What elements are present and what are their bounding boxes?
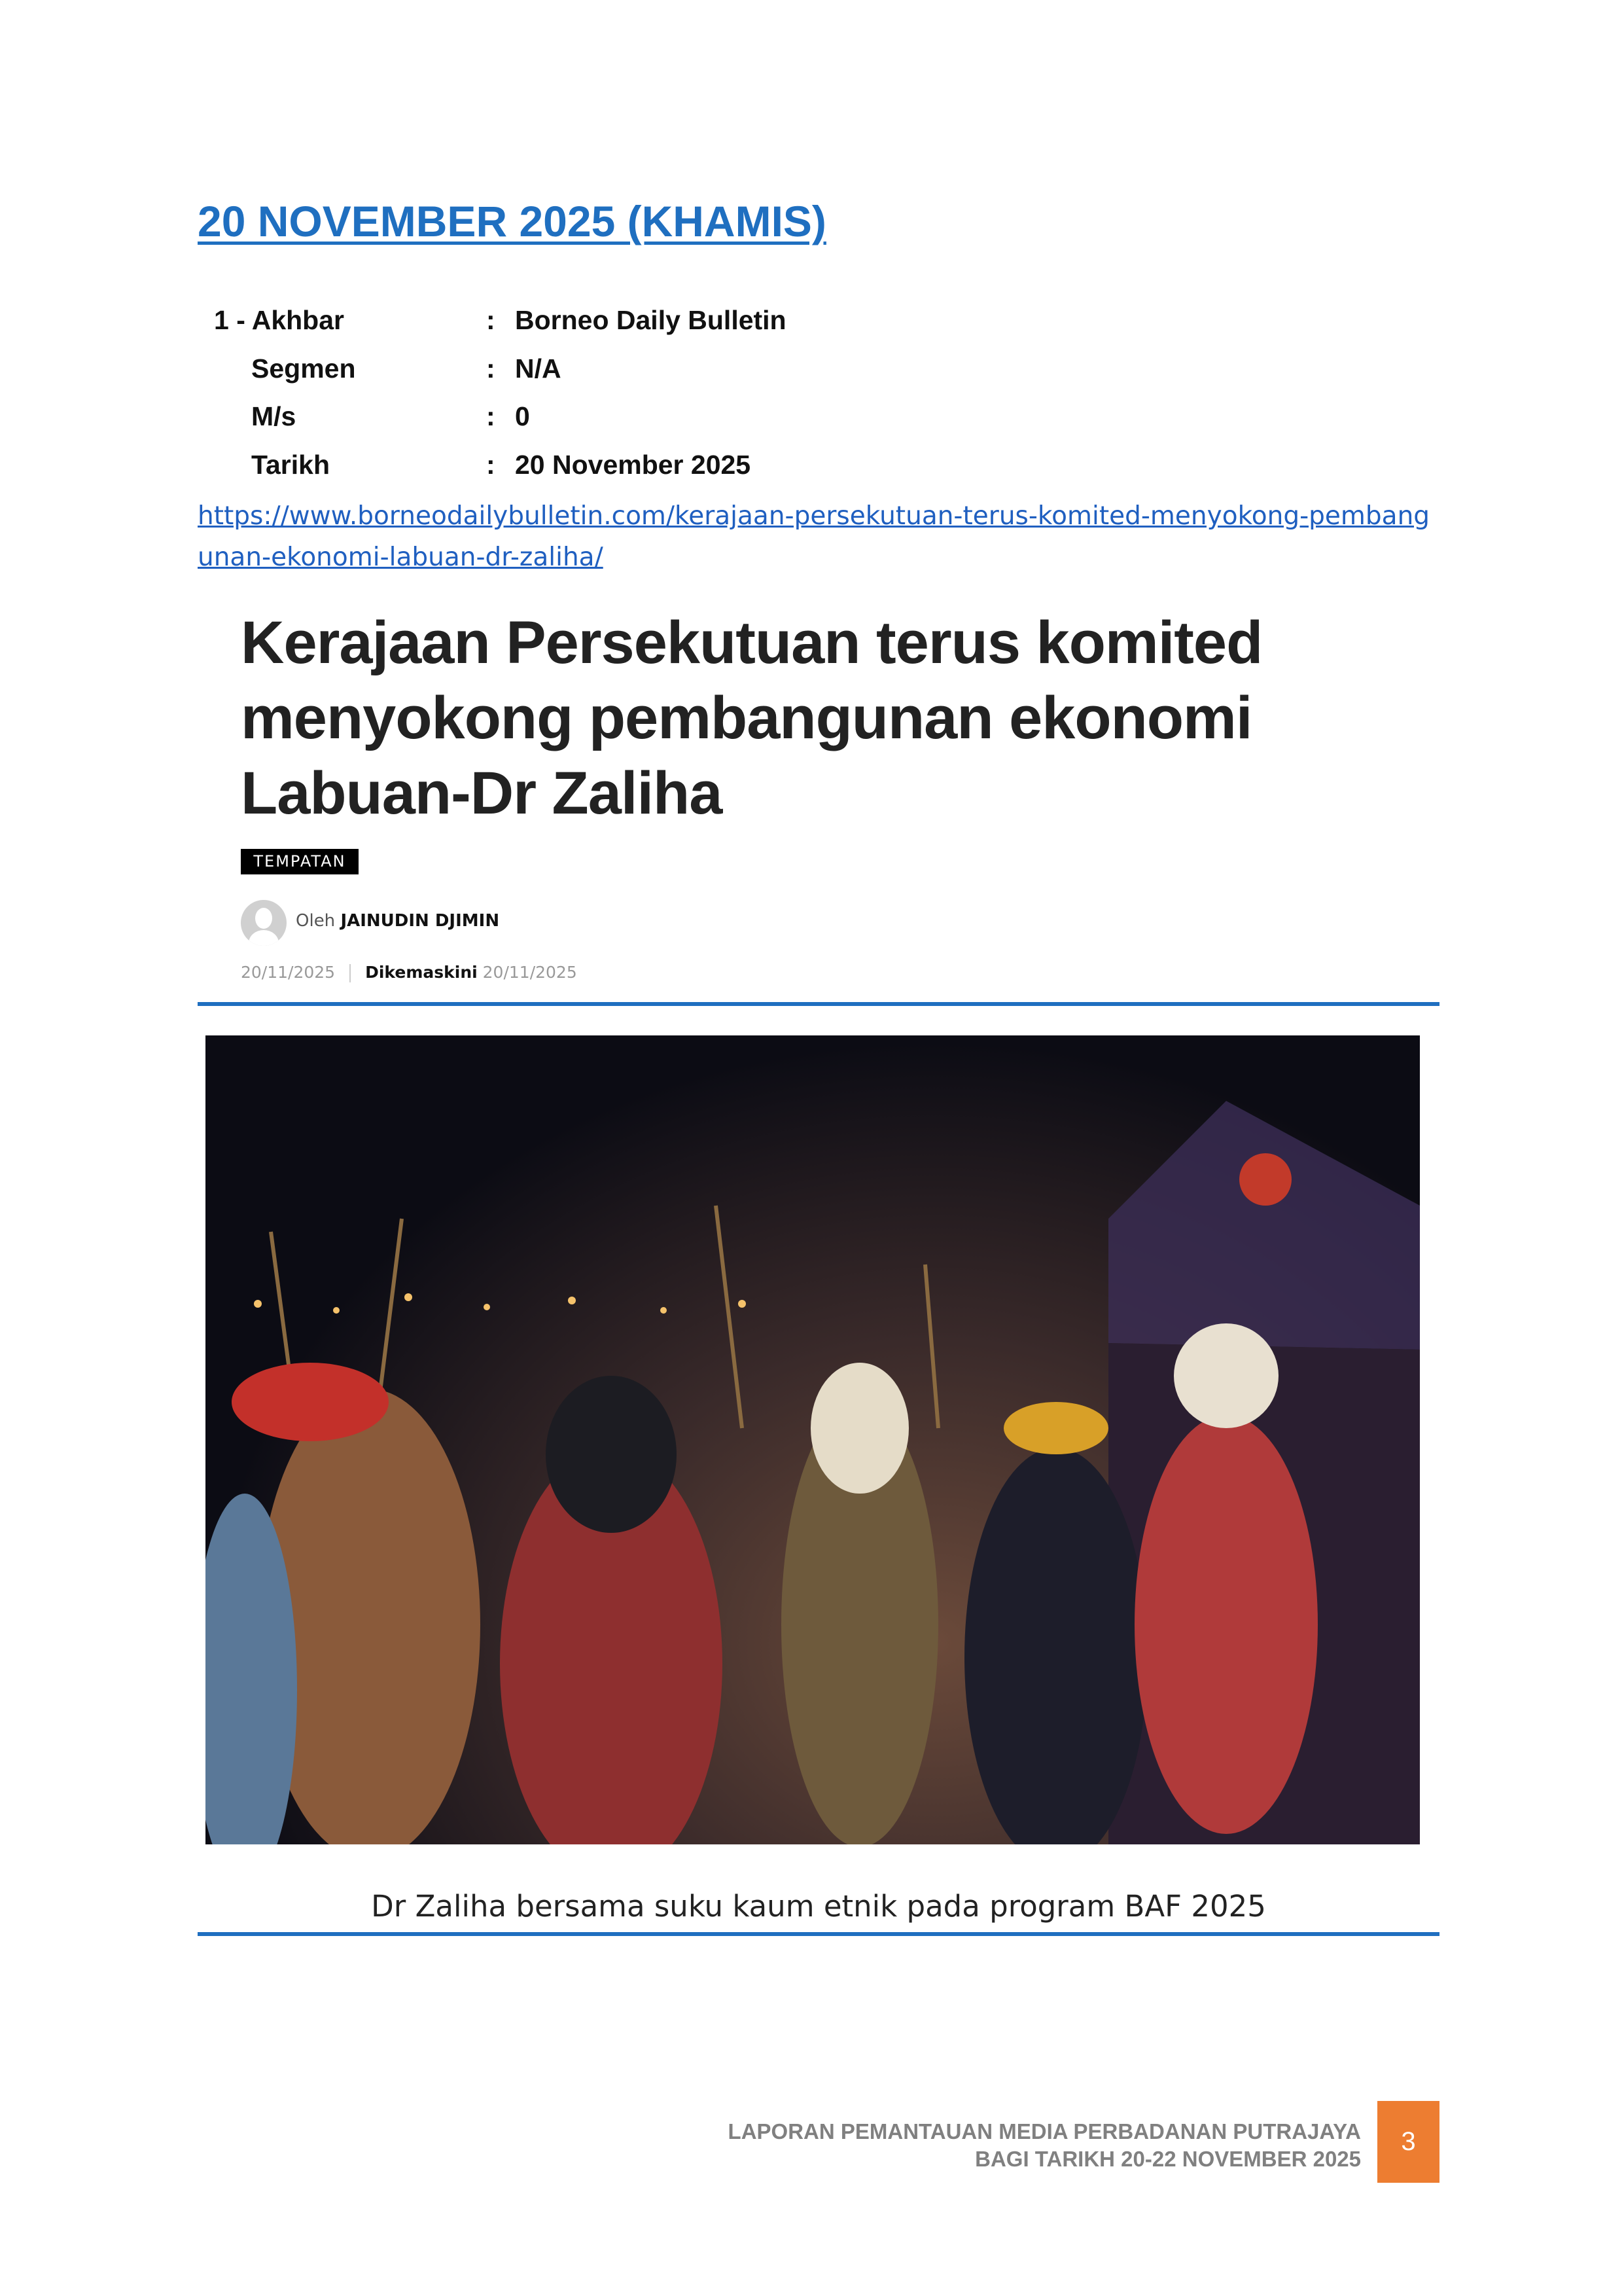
article-dates (241, 963, 577, 982)
author-name[interactable]: JAINUDIN DJIMIN (340, 911, 500, 931)
article-title: Kerajaan Persekutuan terus komited menyokong pembangunan ekonomi Labuan-Dr Zaliha (241, 609, 1263, 827)
detail-value: N/A (515, 353, 561, 384)
detail-colon: : (486, 401, 495, 431)
byline (296, 911, 499, 931)
detail-label: Tarikh (251, 450, 330, 480)
detail-label: Segmen (251, 353, 356, 384)
detail-value: 20 November 2025 (515, 450, 751, 480)
page-number: 3 (1377, 2101, 1439, 2183)
footer-line-2: BAGI TARIKH 20-22 NOVEMBER 2025 (975, 2147, 1361, 2171)
footer-line-1: LAPORAN PEMANTAUAN MEDIA PERBADANAN PUTRAJAYA (728, 2119, 1361, 2144)
detail-label: 1 - Akhbar (214, 305, 344, 335)
detail-label: M/s (251, 401, 296, 431)
date-divider (349, 964, 351, 982)
article-link[interactable]: https://www.borneodailybulletin.com/kerajaan-persekutuan-terus-komited-menyokong-pembangunan-ekonomi-labuan-dr-zaliha/ (198, 501, 1430, 572)
footer-report-title (728, 2118, 1361, 2173)
category-tag[interactable]: TEMPATAN (241, 849, 359, 874)
detail-colon: : (486, 450, 495, 480)
updated-date: 20/11/2025 (482, 963, 577, 982)
photo-illustration (205, 1035, 1420, 1844)
article-photo (205, 1035, 1420, 1844)
date-heading: 20 NOVEMBER 2025 (KHAMIS) (198, 197, 826, 245)
detail-value: Borneo Daily Bulletin (515, 305, 786, 335)
divider-bottom (198, 1932, 1439, 1936)
detail-value: 0 (515, 401, 530, 431)
divider-top (198, 1002, 1439, 1006)
byline-prefix: Oleh (296, 911, 336, 931)
updated-label: Dikemaskini (365, 963, 478, 982)
detail-colon: : (486, 305, 495, 335)
author-avatar-icon (241, 900, 287, 946)
published-date: 20/11/2025 (241, 963, 336, 982)
photo-caption: Dr Zaliha bersama suku kaum etnik pada program BAF 2025 (371, 1889, 1266, 1924)
detail-colon: : (486, 353, 495, 384)
